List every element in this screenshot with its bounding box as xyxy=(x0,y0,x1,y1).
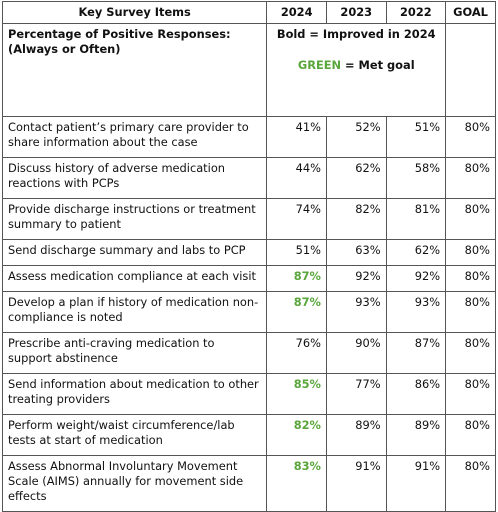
table-row xyxy=(3,415,496,456)
row-item-label: Send discharge summary and labs to PCP xyxy=(3,240,267,266)
row-goal: 80% xyxy=(446,374,496,415)
survey-table xyxy=(2,1,496,512)
row-goal: 80% xyxy=(446,456,496,512)
row-goal: 80% xyxy=(446,240,496,266)
table-row xyxy=(3,333,496,374)
table-row xyxy=(3,292,496,333)
row-goal: 80% xyxy=(446,333,496,374)
header-year-2023: 2023 xyxy=(326,2,386,24)
row-value-2022: 81% xyxy=(386,199,446,240)
row-value-2022: 89% xyxy=(386,415,446,456)
row-value-2023: 52% xyxy=(326,117,386,158)
header-item: Key Survey Items xyxy=(3,2,267,24)
row-item-label: Assess medication compliance at each visit xyxy=(3,266,267,292)
table-row xyxy=(3,240,496,266)
row-value-2022: 62% xyxy=(386,240,446,266)
row-value-2024: 82% xyxy=(267,415,327,456)
header-year-2022: 2022 xyxy=(386,2,446,24)
legend-green xyxy=(272,58,440,73)
subheader-label xyxy=(3,24,267,117)
row-goal: 80% xyxy=(446,292,496,333)
legend-bold: Bold = Improved in 2024 xyxy=(276,27,436,41)
row-item-label: Prescribe anti-craving medication to support abstinence xyxy=(3,333,267,374)
legend-green-rest: = Met goal xyxy=(341,58,415,72)
row-item-label: Send information about medication to other treating providers xyxy=(3,374,267,415)
table-row xyxy=(3,456,496,512)
row-value-2024: 87% xyxy=(267,292,327,333)
row-goal: 80% xyxy=(446,415,496,456)
row-value-2023: 92% xyxy=(326,266,386,292)
row-value-2022: 51% xyxy=(386,117,446,158)
row-value-2024: 83% xyxy=(267,456,327,512)
row-item-label: Perform weight/waist circumference/lab tests at start of medication xyxy=(3,415,267,456)
table-row xyxy=(3,199,496,240)
row-value-2022: 86% xyxy=(386,374,446,415)
row-value-2022: 91% xyxy=(386,456,446,512)
row-value-2023: 63% xyxy=(326,240,386,266)
row-value-2024: 51% xyxy=(267,240,327,266)
row-value-2024: 74% xyxy=(267,199,327,240)
row-value-2024: 87% xyxy=(267,266,327,292)
row-goal: 80% xyxy=(446,158,496,199)
subheader-goal-cell xyxy=(446,24,496,117)
subheader-row xyxy=(3,24,496,117)
row-goal: 80% xyxy=(446,117,496,158)
row-value-2022: 93% xyxy=(386,292,446,333)
row-goal: 80% xyxy=(446,199,496,240)
table-row xyxy=(3,158,496,199)
row-value-2022: 58% xyxy=(386,158,446,199)
legend-green-word: GREEN xyxy=(297,58,342,72)
table-row xyxy=(3,117,496,158)
header-row xyxy=(3,2,496,24)
row-value-2023: 62% xyxy=(326,158,386,199)
row-value-2023: 77% xyxy=(326,374,386,415)
row-value-2023: 90% xyxy=(326,333,386,374)
row-item-label: Provide discharge instructions or treatment summary to patient xyxy=(3,199,267,240)
row-value-2024: 76% xyxy=(267,333,327,374)
row-value-2022: 92% xyxy=(386,266,446,292)
row-item-label: Develop a plan if history of medication non-compliance is noted xyxy=(3,292,267,333)
subheader-line2: (Always or Often) xyxy=(8,42,121,56)
row-value-2024: 44% xyxy=(267,158,327,199)
row-value-2024: 41% xyxy=(267,117,327,158)
row-value-2023: 93% xyxy=(326,292,386,333)
row-item-label: Contact patient’s primary care provider to share information about the case xyxy=(3,117,267,158)
header-goal: GOAL xyxy=(446,2,496,24)
row-item-label: Assess Abnormal Involuntary Movement Scale (AIMS) annually for movement side effects xyxy=(3,456,267,512)
row-value-2024: 85% xyxy=(267,374,327,415)
row-goal: 80% xyxy=(446,266,496,292)
table-row xyxy=(3,374,496,415)
header-year-2024: 2024 xyxy=(267,2,327,24)
legend xyxy=(267,24,446,117)
row-value-2022: 87% xyxy=(386,333,446,374)
row-item-label: Discuss history of adverse medication reactions with PCPs xyxy=(3,158,267,199)
row-value-2023: 82% xyxy=(326,199,386,240)
row-value-2023: 89% xyxy=(326,415,386,456)
table-row xyxy=(3,266,496,292)
subheader-line1: Percentage of Positive Responses: xyxy=(8,27,231,41)
row-value-2023: 91% xyxy=(326,456,386,512)
